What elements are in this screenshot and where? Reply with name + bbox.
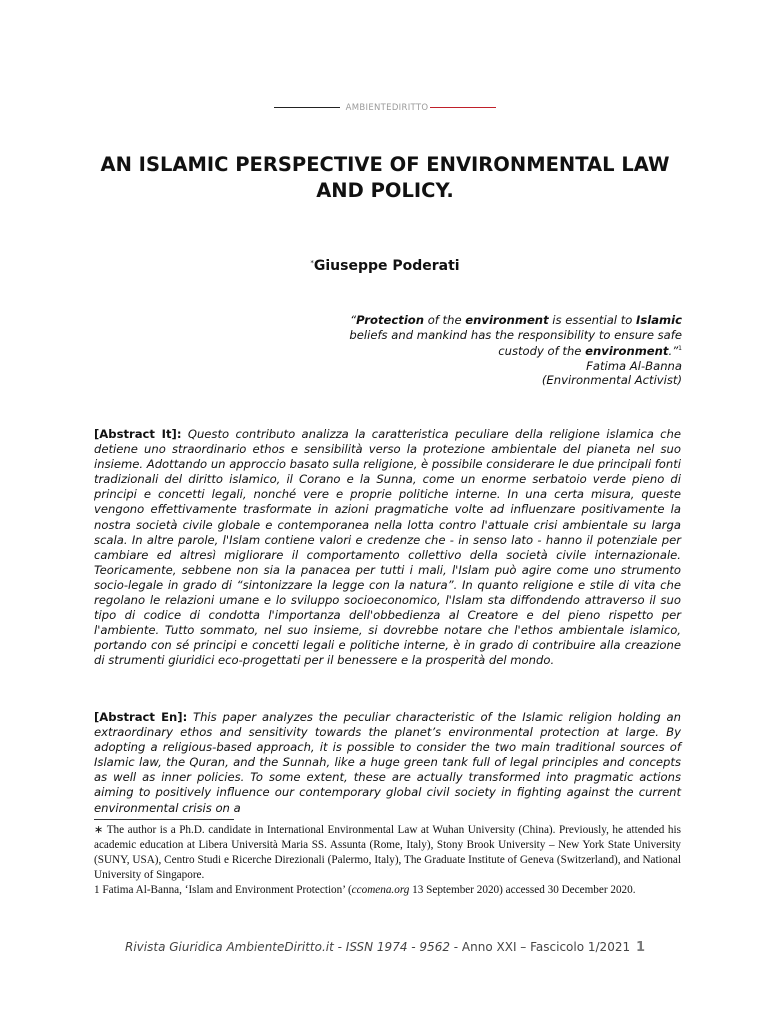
- epigraph-quote: [342, 313, 682, 388]
- quote-word-protection: Protection: [356, 313, 425, 327]
- footnote-1-number: 1: [94, 884, 100, 897]
- footnote-1-text-a: Fatima Al-Banna, ‘Islam and Environment Protection’ (: [102, 884, 352, 897]
- footer-issue: - Anno XXI – Fascicolo 1/2021: [449, 940, 631, 954]
- footnote-1-text-b: 13 September 2020) accessed 30 December 2020.: [409, 884, 636, 897]
- quote-attribution-role: (Environmental Activist): [541, 373, 682, 388]
- quote-text-3: beliefs and mankind has the responsibility to ensure safe custody of the: [349, 327, 682, 359]
- quote-word-islamic: Islamic: [636, 313, 682, 327]
- page-number: 1: [635, 940, 645, 955]
- footnote-author: [94, 823, 681, 883]
- quote-word-environment: environment: [465, 313, 549, 327]
- quote-text-1: of the: [424, 313, 466, 327]
- abstract-italian: [94, 427, 681, 669]
- abstract-italian-text: Questo contributo analizza la caratteristica peculiare della religione islamica che detiene uno straordinario ethos e sensibilità verso la protezione ambientale del pianeta nel suo insieme. Adottando un approccio basato sulla religione, è possibile considerare le due principali fonti tradizionali del diritto islamico, il Corano e la Sunna, come un enorme serbatoio verde pieno di principi e concetti legali, nonché vere e proprie politiche interne. In una certa misura, queste vengono effettivamente trasformate in azioni pragmatiche volte ad influenzare positivamente la nostra società civile globale e contemporanea nella lotta contro l'attuale crisi ambientale su larga scala. In altre parole, l'Islam contiene valori e credenze che - in senso lato - hanno il potenziale per cambiare ed altresì migliorare il comportamento collettivo della società civile internazionale. Teoricamente, sebbene non sia la panacea per tutti i mali, l'Islam può agire come uno strumento socio-legale in grado di “sintonizzare la legge con la natura”. In quanto religione e stile di vita che regolano le relazioni umane e lo sviluppo socioeconomico, l'Islam sta diffondendo attraverso il suo tipo di codice di condotta l'importanza dell'obbedienza al Creatore e del pieno rispetto per l'ambiente. Tutto sommato, nel suo insieme, si dovrebbe notare che l'ethos ambientale islamico, portando con sé principi e concetti legali e politiche interne, è in grado di contribuire alla creazione di strumenti giuridici eco-progettati per il benessere e la prosperità del mondo.: [94, 427, 682, 668]
- footnote-author-text: The author is a Ph.D. candidate in International Environmental Law at Wuhan University (China). Previously, he attended his academic education at Libera Università Maria SS. Assunta (Rome, Italy), Stony Brook University – New York State University (SUNY, USA), Centro Studi e Ricerche Direzionali (Palermo, Italy), The Graduate Institute of Geneva (Switzerland), and National University of Singapore.: [94, 824, 681, 882]
- footnotes: [94, 823, 681, 898]
- footnote-author-marker: ∗: [94, 824, 104, 836]
- footnote-1: [94, 883, 681, 898]
- header-rule-left: [274, 107, 340, 108]
- abstract-english-text: This paper analyzes the peculiar characteristic of the Islamic religion holding an extraordinary ethos and sensitivity towards the planet’s environmental protection at large. By adopting a religious-based approach, it is possible to consider the two main traditional sources of Islamic law, the Quran, and the Sunnah, like a huge green tank full of legal principles and concepts as well as inner policies. To some extent, these are actually transformed into pragmatic actions aiming to positively influence our contemporary global civil society in fighting against the current environmental crisis on a: [94, 710, 681, 815]
- header-rule-right: [430, 107, 496, 108]
- footnote-1-source-link[interactable]: ccomena.org: [351, 884, 410, 897]
- abstract-italian-label: [Abstract It]:: [94, 427, 182, 441]
- quote-open: “: [350, 313, 357, 327]
- abstract-english: [94, 710, 681, 816]
- running-header: [0, 103, 770, 113]
- footnote-ref-1[interactable]: 1: [678, 345, 682, 353]
- author-name: Giuseppe Poderati: [313, 258, 460, 274]
- abstract-english-label: [Abstract En]:: [94, 710, 188, 724]
- footer-journal: Rivista Giuridica AmbienteDiritto.it - ISSN 1974 - 9562: [125, 940, 450, 954]
- quote-close: .”: [668, 344, 679, 359]
- quote-attribution-name: Fatima Al-Banna: [586, 358, 682, 373]
- header-label: AMBIENTEDIRITTO: [345, 103, 429, 113]
- author-line: [0, 258, 770, 274]
- author-footnote-marker: *: [310, 259, 314, 267]
- quote-word-environment-2: environment: [585, 344, 669, 359]
- page-footer: [0, 940, 770, 955]
- quote-text-2: is essential to: [548, 313, 637, 327]
- footnote-separator: [94, 819, 234, 820]
- article-title: AN ISLAMIC PERSPECTIVE OF ENVIRONMENTAL LAW AND POLICY.: [100, 153, 670, 202]
